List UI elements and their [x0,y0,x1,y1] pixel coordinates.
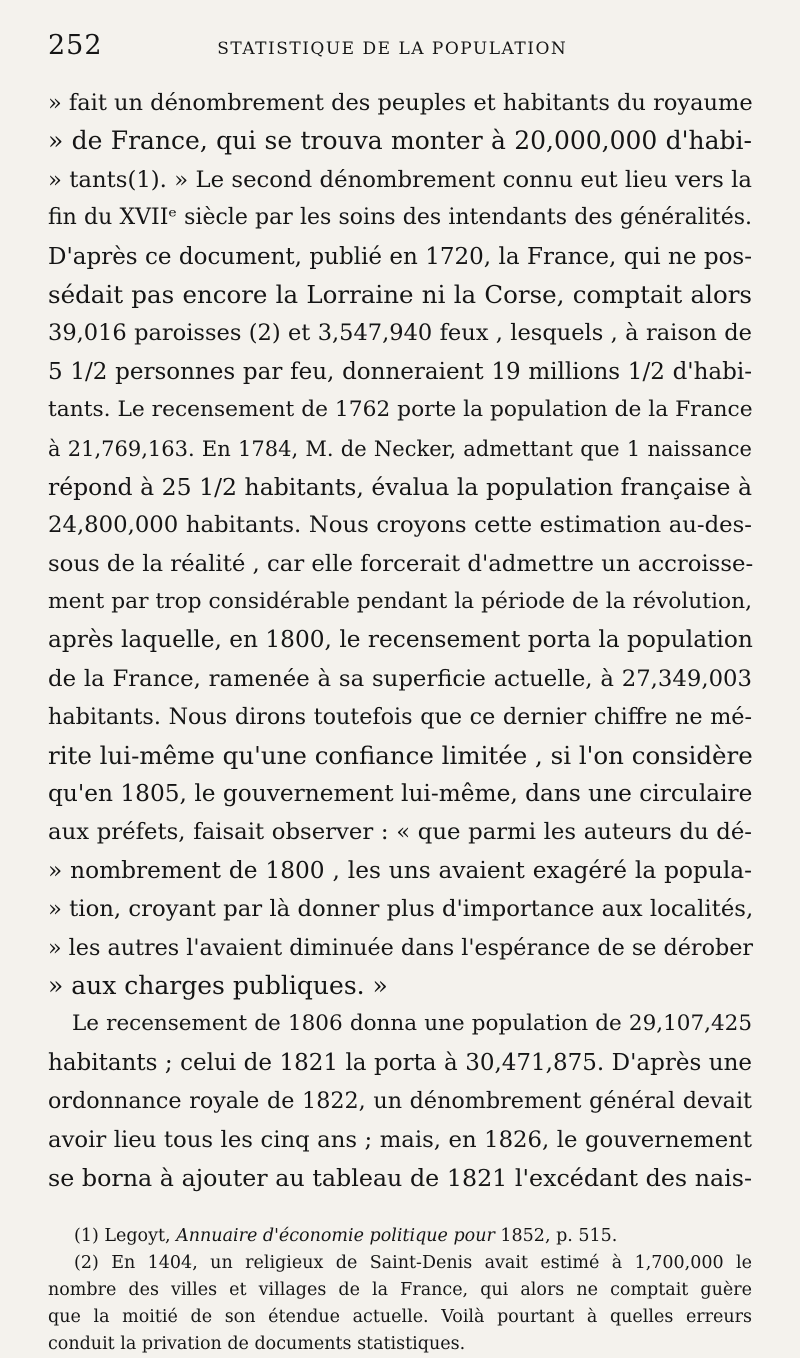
text-line: rite lui-même qu'une confiance limitée , si l'on considère [48,740,753,770]
footnote-1-prefix: (1) Legoyt, [74,1226,177,1247]
text-line: » de France, qui se trouva monter à 20,000,000 d'habi- [48,126,752,156]
text-line: fin du XVIIᵉ siècle par les soins des intendants des généralités. [48,205,752,231]
footnote-2-line: nombre des villes et villages de la France, qui alors ne comptait guère [48,1280,752,1301]
footnote-2-line: conduit la privation de documents statistiques. [48,1334,466,1355]
text-line: » aux charges publiques. » [48,970,388,1000]
text-line: à 21,769,163. En 1784, M. de Necker, admettant que 1 naissance [48,436,752,461]
text-line: sous de la réalité , car elle forcerait d'admettre un accroisse- [48,550,754,577]
text-line: avoir lieu tous les cinq ans ; mais, en 1826, le gouvernement [48,1126,752,1153]
text-line: 24,800,000 habitants. Nous croyons cette estimation au-des- [48,512,752,539]
text-line: sédait pas encore la Lorraine ni la Corse, comptait alors [48,279,752,309]
text-line: D'après ce document, publié en 1720, la France, qui ne pos- [48,243,752,270]
body-text [48,84,752,1197]
text-line: se borna à ajouter au tableau de 1821 l'excédant des nais- [48,1163,752,1192]
text-line: habitants. Nous dirons toutefois que ce dernier chiffre ne mé- [48,704,752,731]
footnote-1 [48,1223,752,1250]
text-line: qu'en 1805, le gouvernement lui-même, dans une circulaire [48,780,753,808]
footnote-1-suffix: 1852, p. 515. [494,1226,618,1247]
text-line: » nombrement de 1800 , les uns avaient exagéré la popula- [48,856,752,884]
running-head [48,30,752,78]
footnote-2-line: (2) En 1404, un religieux de Saint-Denis avait estimé à 1,700,000 le [74,1253,752,1274]
text-line: ment par trop considérable pendant la période de la révolution, [48,589,752,615]
text-line: » tants(1). » Le second dénombrement connu eut lieu vers la [48,166,752,193]
text-line: 39,016 paroisses (2) et 3,547,940 feux , lesquels , à raison de [48,320,752,347]
text-line: 5 1/2 personnes par feu, donneraient 19 millions 1/2 d'habi- [48,358,752,385]
text-line: Le recensement de 1806 donna une population de 29,107,425 [72,1011,752,1037]
text-line: aux préfets, faisait observer : « que parmi les auteurs du dé- [48,819,752,846]
text-line: » les autres l'avaient diminuée dans l'espérance de se dérober [48,934,754,961]
running-title: STATISTIQUE DE LA POPULATION [217,39,568,59]
text-line: » fait un dénombrement des peuples et habitants du royaume [48,90,753,116]
footnotes [48,1223,752,1358]
text-line: répond à 25 1/2 habitants, évalua la population française à [48,472,752,501]
page-number: 252 [48,30,103,61]
text-line: après laquelle, en 1800, le recensement porta la population [48,626,753,654]
text-line: habitants ; celui de 1821 la porta à 30,471,875. D'après une [48,1049,752,1076]
text-line: ordonnance royale de 1822, un dénombrement général devait [48,1088,752,1115]
footnote-2-line: que la moitié de son étendue actuelle. Voilà pourtant à quelles erreurs [48,1307,752,1328]
text-line: tants. Le recensement de 1762 porte la population de la France [48,397,753,423]
footnote-1-title: Annuaire d'économie politique pour [176,1226,495,1247]
text-line: de la France, ramenée à sa superficie actuelle, à 27,349,003 [48,665,752,692]
text-line: » tion, croyant par là donner plus d'importance aux localités, [48,896,754,923]
